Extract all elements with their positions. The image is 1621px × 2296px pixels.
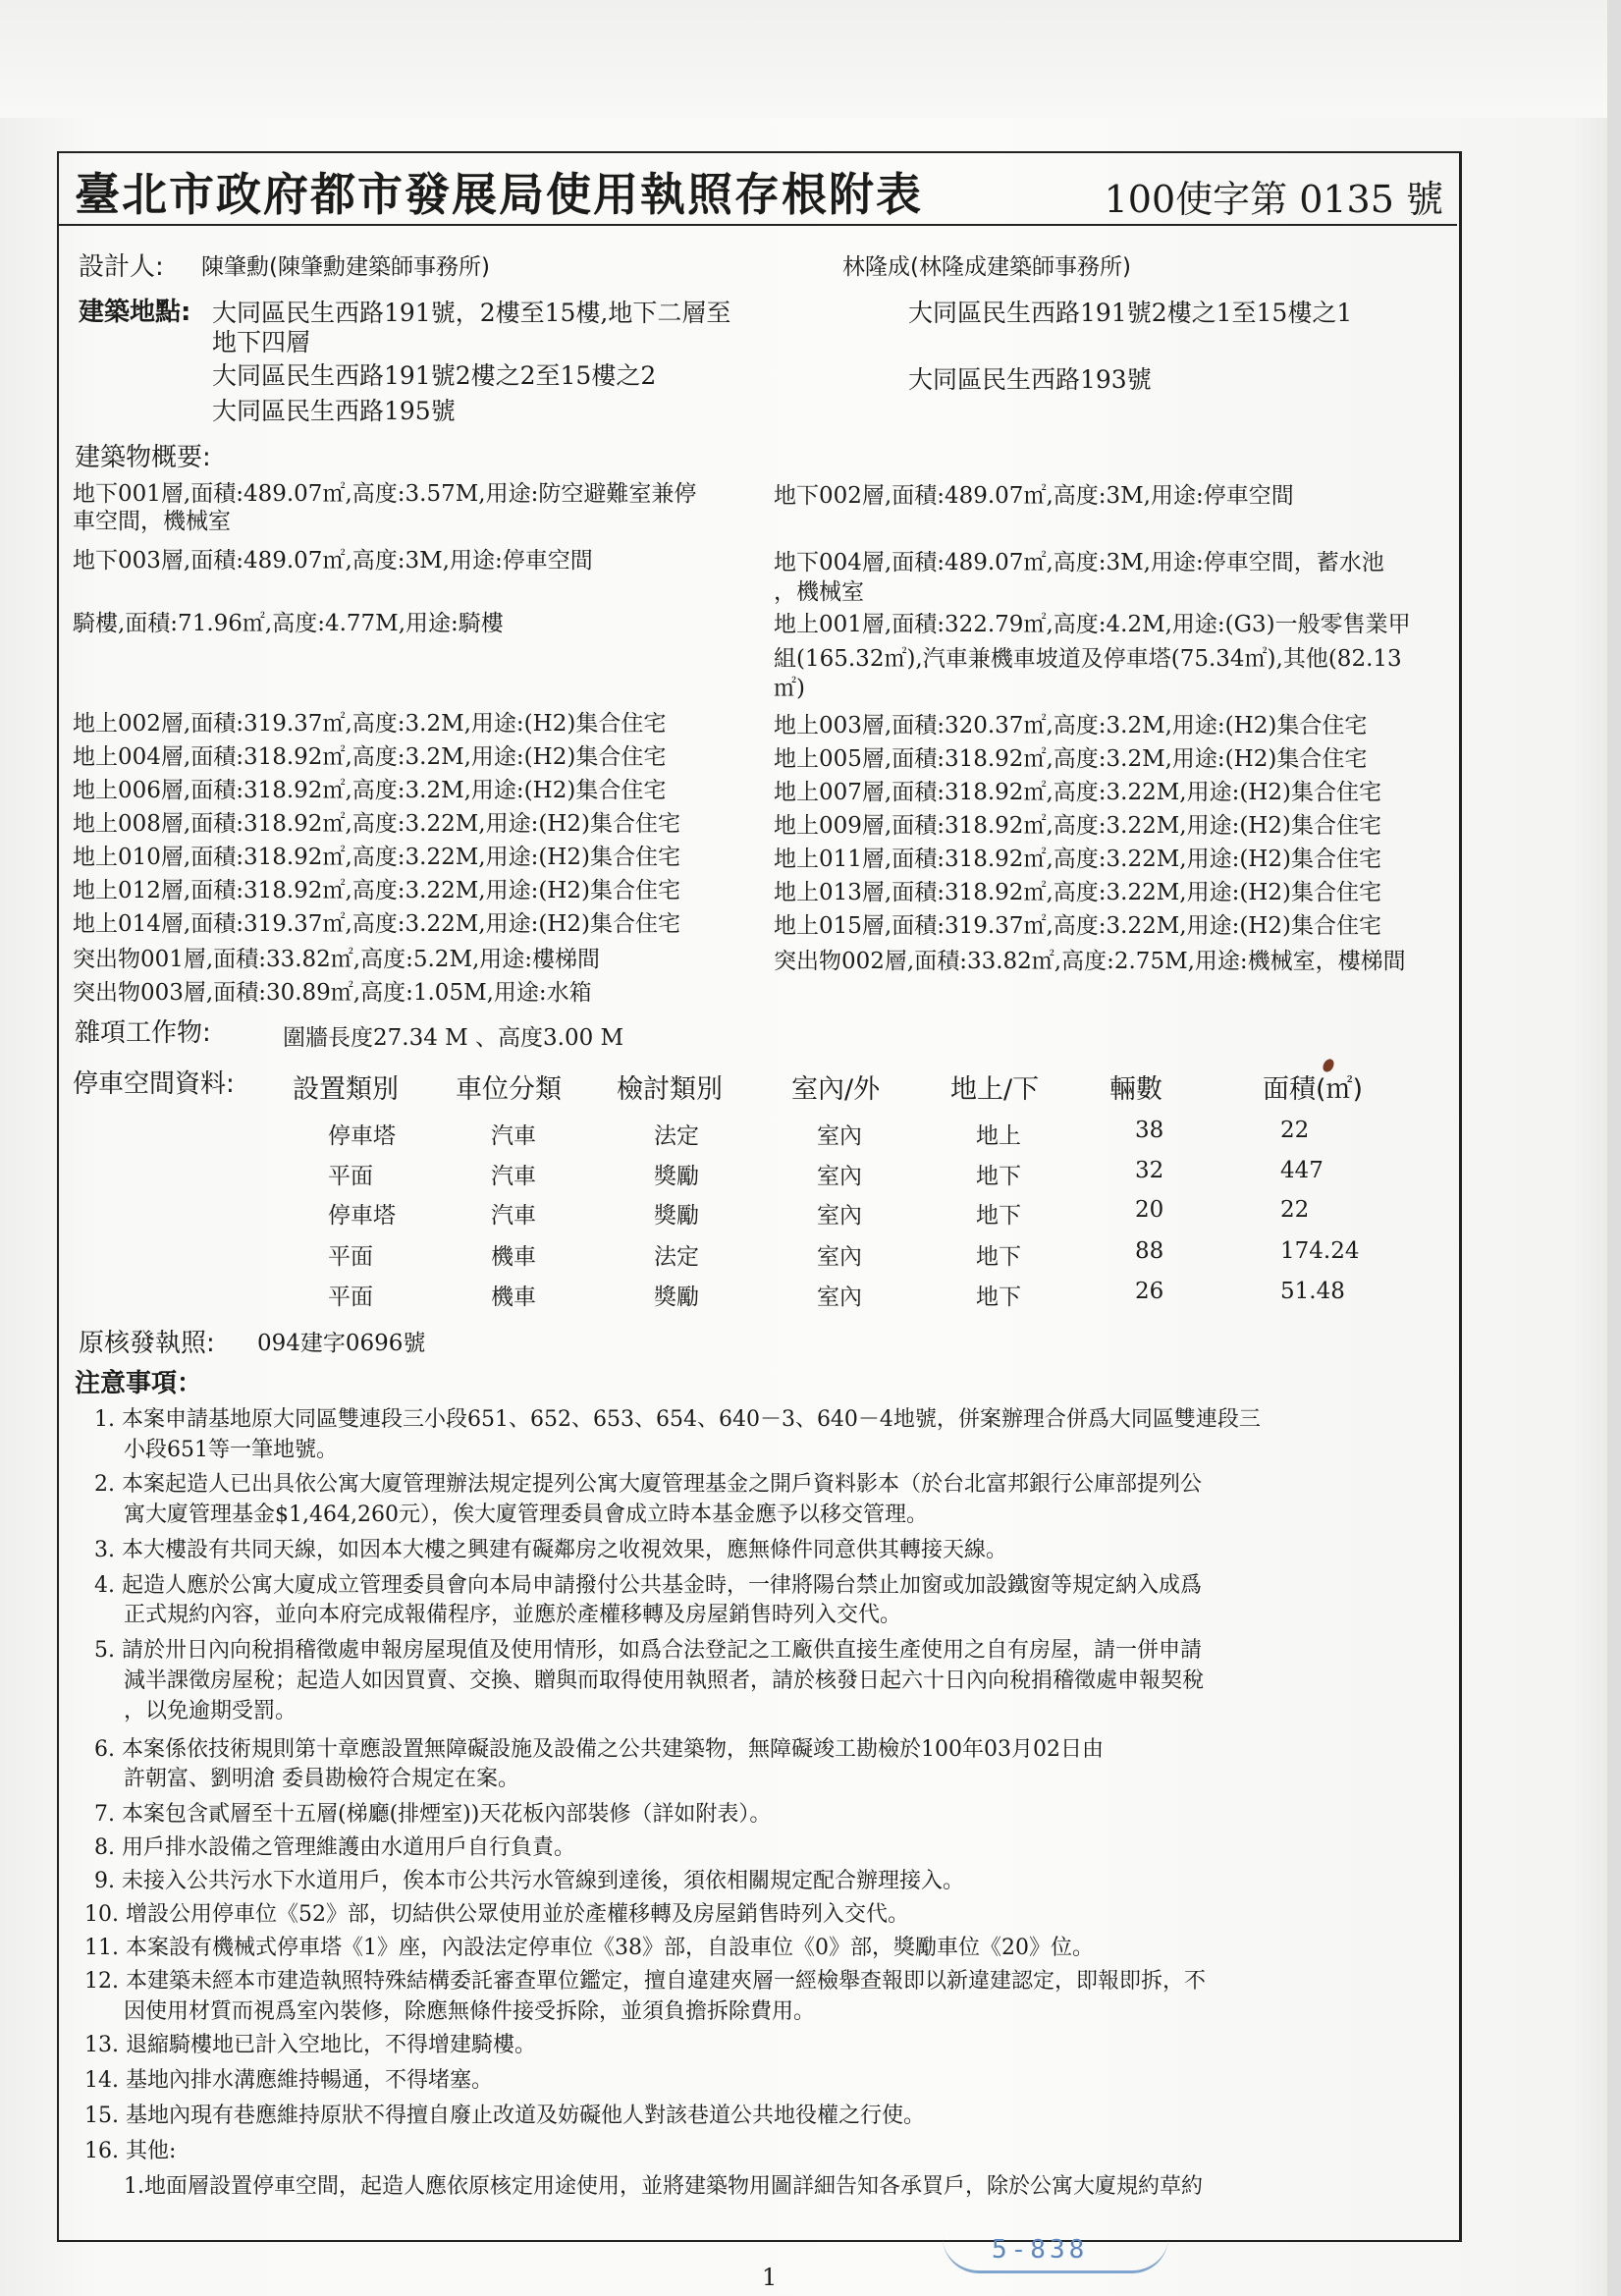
note-line: 5. 請於卅日內向稅捐稽徵處申報房屋現值及使用情形，如爲合法登記之工廠供直接生產使用之自有房屋，請一併申請	[94, 1638, 1202, 1663]
parking-cell: 平面	[328, 1244, 373, 1270]
designer-left: 陳肇勳(陳肇勳建築師事務所)	[201, 254, 490, 280]
note-line: 6. 本案係依技術規則第十章應設置無障礙設施及設備之公共建築物，無障礙竣工勘檢於100年03月02日由	[94, 1737, 1104, 1762]
parking-cell: 汽車	[491, 1203, 536, 1229]
note-line: 寓大廈管理基金$1,464,260元），俟大廈管理委員會成立時本基金應予以移交管理。	[124, 1503, 928, 1527]
note-line: 7. 本案包含貳層至十五層(梯廳(排煙室))天花板內部裝修（詳如附表）。	[94, 1802, 772, 1827]
parking-cell: 室內	[817, 1203, 862, 1229]
site-address-1b: 地下四層	[212, 328, 311, 356]
page-number: 1	[762, 2264, 778, 2291]
parking-cell: 機車	[491, 1285, 536, 1310]
note-line: 因使用材質而視爲室內裝修，除應無條件接受拆除，並須負擔拆除費用。	[124, 1999, 816, 2024]
note-line: 16. 其他:	[84, 2139, 177, 2163]
overview-left-line: 地上010層,面積:318.92㎡,高度:3.22M,用途:(H2)集合住宅	[73, 845, 680, 870]
original-permit-value: 094建字0696號	[257, 1331, 426, 1356]
parking-cell: 20	[1135, 1197, 1164, 1223]
note-line: 許朝富、劉明滄 委員勘檢符合規定在案。	[124, 1767, 519, 1791]
overview-left-line: 地上004層,面積:318.92㎡,高度:3.2M,用途:(H2)集合住宅	[73, 744, 667, 770]
parking-label: 停車空間資料:	[73, 1069, 235, 1099]
page-fold-edge	[1607, 0, 1621, 2296]
note-line: 1.地面層設置停車空間，起造人應依原核定用途使用，並將建築物用圖詳細告知各承買戶，除於公寓大廈規約草約	[124, 2174, 1203, 2199]
parking-cell: 88	[1135, 1238, 1164, 1264]
parking-cell: 室內	[817, 1164, 862, 1189]
parking-cell: 地下	[976, 1285, 1021, 1310]
notes-label: 注意事項：	[75, 1369, 203, 1398]
overview-left-line: 地上008層,面積:318.92㎡,高度:3.22M,用途:(H2)集合住宅	[73, 811, 680, 837]
parking-cell: 獎勵	[654, 1285, 699, 1310]
overview-right-line: ，機械室	[774, 579, 864, 605]
overview-left-line: 地下001層,面積:489.07㎡,高度:3.57M,用途:防空避難室兼停	[73, 481, 697, 507]
overview-right-line: 地上001層,面積:322.79㎡,高度:4.2M,用途:(G3)一般零售業甲	[774, 612, 1411, 637]
site-address-5: 大同區民生西路195號	[212, 397, 456, 425]
overview-left-line: 地上012層,面積:318.92㎡,高度:3.22M,用途:(H2)集合住宅	[73, 878, 680, 903]
overview-left-line: 地上014層,面積:319.37㎡,高度:3.22M,用途:(H2)集合住宅	[73, 911, 680, 937]
parking-cell: 平面	[328, 1285, 373, 1310]
note-line: 小段651等一筆地號。	[124, 1438, 338, 1462]
overview-right-line: 地上011層,面積:318.92㎡,高度:3.22M,用途:(H2)集合住宅	[774, 847, 1381, 872]
note-line: 1. 本案申請基地原大同區雙連段三小段651、652、653、654、640－3、640－4地號，併案辦理合併爲大同區雙連段三	[94, 1407, 1261, 1432]
note-line: 3. 本大樓設有共同天線，如因本大樓之興建有礙鄰房之收視效果，應無條件同意供其轉接天線。	[94, 1538, 1007, 1562]
overview-right-line: ㎡)	[774, 676, 805, 701]
parking-header: 車位分類	[456, 1074, 562, 1105]
site-address-4: 大同區民生西路193號	[908, 365, 1152, 394]
parking-cell: 38	[1135, 1118, 1164, 1143]
note-line: 12. 本建築未經本市建造執照特殊結構委託審查單位鑑定，擅自違建夾層一經檢舉查報即以新違建認定，即報即拆，不	[84, 1969, 1206, 1994]
overview-right-line: 地下002層,面積:489.07㎡,高度:3M,用途:停車空間	[774, 483, 1294, 509]
parking-cell: 地下	[976, 1244, 1021, 1270]
parking-header: 設置類別	[293, 1074, 399, 1105]
stamp-text: 5-838	[992, 2235, 1089, 2265]
parking-cell: 室內	[817, 1285, 862, 1310]
parking-cell: 法定	[654, 1244, 699, 1270]
document-header	[57, 151, 1457, 226]
parking-cell: 32	[1135, 1158, 1164, 1183]
parking-cell: 地下	[976, 1164, 1021, 1189]
parking-cell: 平面	[328, 1164, 373, 1189]
parking-cell: 停車塔	[328, 1203, 396, 1229]
note-line: ，以免逾期受罰。	[124, 1699, 297, 1723]
overview-right-line: 地上003層,面積:320.37㎡,高度:3.2M,用途:(H2)集合住宅	[774, 713, 1368, 738]
parking-header: 輛數	[1109, 1074, 1162, 1105]
parking-cell: 室內	[817, 1123, 862, 1149]
overview-left-line: 車空間，機械室	[73, 509, 231, 534]
parking-cell: 174.24	[1280, 1238, 1360, 1264]
overview-right-line: 地上005層,面積:318.92㎡,高度:3.2M,用途:(H2)集合住宅	[774, 746, 1368, 772]
parking-cell: 汽車	[491, 1123, 536, 1149]
note-line: 8. 用戶排水設備之管理維護由水道用戶自行負責。	[94, 1835, 575, 1860]
note-line: 13. 退縮騎樓地已計入空地比，不得增建騎樓。	[84, 2033, 536, 2057]
parking-cell: 室內	[817, 1244, 862, 1270]
misc-value: 圍牆長度27.34 M 、高度3.00 M	[283, 1025, 624, 1051]
overview-left-line: 突出物003層,面積:30.89㎡,高度:1.05M,用途:水箱	[73, 980, 592, 1006]
parking-cell: 26	[1135, 1279, 1164, 1304]
designer-right: 林隆成(林隆成建築師事務所)	[842, 254, 1131, 280]
overview-left-line: 地上006層,面積:318.92㎡,高度:3.2M,用途:(H2)集合住宅	[73, 778, 667, 803]
parking-header: 檢討類別	[617, 1074, 723, 1105]
parking-cell: 獎勵	[654, 1164, 699, 1189]
site-address-2: 大同區民生西路191號2樓之1至15樓之1	[908, 299, 1353, 327]
note-line: 2. 本案起造人已出具依公寓大廈管理辦法規定提列公寓大廈管理基金之開戶資料影本（於台北富邦銀行公庫部提列公	[94, 1472, 1202, 1497]
overview-left-line: 地上002層,面積:319.37㎡,高度:3.2M,用途:(H2)集合住宅	[73, 711, 667, 737]
overview-label: 建築物概要:	[75, 443, 211, 472]
parking-header: 室內/外	[791, 1074, 881, 1105]
overview-left-line: 突出物001層,面積:33.82㎡,高度:5.2M,用途:樓梯間	[73, 947, 601, 972]
overview-right-line: 地上009層,面積:318.92㎡,高度:3.22M,用途:(H2)集合住宅	[774, 813, 1381, 839]
parking-cell: 機車	[491, 1244, 536, 1270]
parking-cell: 447	[1280, 1158, 1324, 1183]
site-address-3: 大同區民生西路191號2樓之2至15樓之2	[212, 361, 657, 390]
parking-cell: 獎勵	[654, 1203, 699, 1229]
top-shadow	[0, 0, 1621, 118]
overview-right-line: 組(165.32㎡),汽車兼機車坡道及停車塔(75.34㎡),其他(82.13	[774, 646, 1402, 672]
overview-right-line: 地上015層,面積:319.37㎡,高度:3.22M,用途:(H2)集合住宅	[774, 913, 1381, 939]
overview-left-line: 地下003層,面積:489.07㎡,高度:3M,用途:停車空間	[73, 548, 593, 574]
overview-left-line: 騎樓,面積:71.96㎡,高度:4.77M,用途:騎樓	[73, 611, 504, 636]
site-address-1: 大同區民生西路191號，2樓至15樓,地下二層至	[212, 299, 731, 327]
note-line: 15. 基地內現有巷應維持原狀不得擅自廢止改道及妨礙他人對該巷道公共地役權之行使。	[84, 2104, 925, 2128]
note-line: 4. 起造人應於公寓大廈成立管理委員會向本局申請撥付公共基金時，一律將陽台禁止加窗或加設鐵窗等規定納入成爲	[94, 1573, 1202, 1598]
document-title: 臺北市政府都市發展局使用執照存根附表	[75, 168, 923, 221]
designer-label: 設計人:	[79, 252, 164, 282]
parking-cell: 22	[1280, 1197, 1310, 1223]
note-line: 正式規約內容，並向本府完成報備程序，並應於產權移轉及房屋銷售時列入交代。	[124, 1603, 902, 1627]
note-line: 14. 基地內排水溝應維持暢通，不得堵塞。	[84, 2068, 493, 2093]
parking-cell: 51.48	[1280, 1279, 1345, 1304]
note-line: 11. 本案設有機械式停車塔《1》座，內設法定停車位《38》部，自設車位《0》部，獎勵車位《20》位。	[84, 1936, 1094, 1960]
parking-cell: 地下	[976, 1203, 1021, 1229]
overview-right-line: 地上007層,面積:318.92㎡,高度:3.22M,用途:(H2)集合住宅	[774, 780, 1381, 805]
original-permit-label: 原核發執照:	[79, 1329, 215, 1358]
site-label: 建築地點:	[79, 298, 191, 327]
parking-cell: 汽車	[491, 1164, 536, 1189]
parking-header: 地上/下	[950, 1074, 1040, 1105]
parking-cell: 停車塔	[328, 1123, 396, 1149]
overview-right-line: 地上013層,面積:318.92㎡,高度:3.22M,用途:(H2)集合住宅	[774, 880, 1381, 905]
parking-cell: 地上	[976, 1123, 1021, 1149]
overview-right-line: 地下004層,面積:489.07㎡,高度:3M,用途:停車空間，蓄水池	[774, 550, 1384, 575]
note-line: 10. 增設公用停車位《52》部，切結供公眾使用並於產權移轉及房屋銷售時列入交代。	[84, 1902, 909, 1927]
overview-right-line: 突出物002層,面積:33.82㎡,高度:2.75M,用途:機械室，樓梯間	[774, 949, 1406, 974]
misc-label: 雜項工作物:	[75, 1018, 211, 1048]
note-line: 9. 未接入公共污水下水道用戶，俟本市公共污水管線到達後，須依相關規定配合辦理接入。	[94, 1869, 964, 1893]
parking-header: 面積(㎡)	[1263, 1074, 1364, 1105]
parking-cell: 22	[1280, 1118, 1310, 1143]
permit-number: 100使字第 0135 號	[1104, 178, 1443, 221]
parking-cell: 法定	[654, 1123, 699, 1149]
note-line: 減半課徵房屋稅；起造人如因買賣、交換、贈與而取得使用執照者，請於核發日起六十日內向稅捐稽徵處申報契稅	[124, 1668, 1205, 1693]
